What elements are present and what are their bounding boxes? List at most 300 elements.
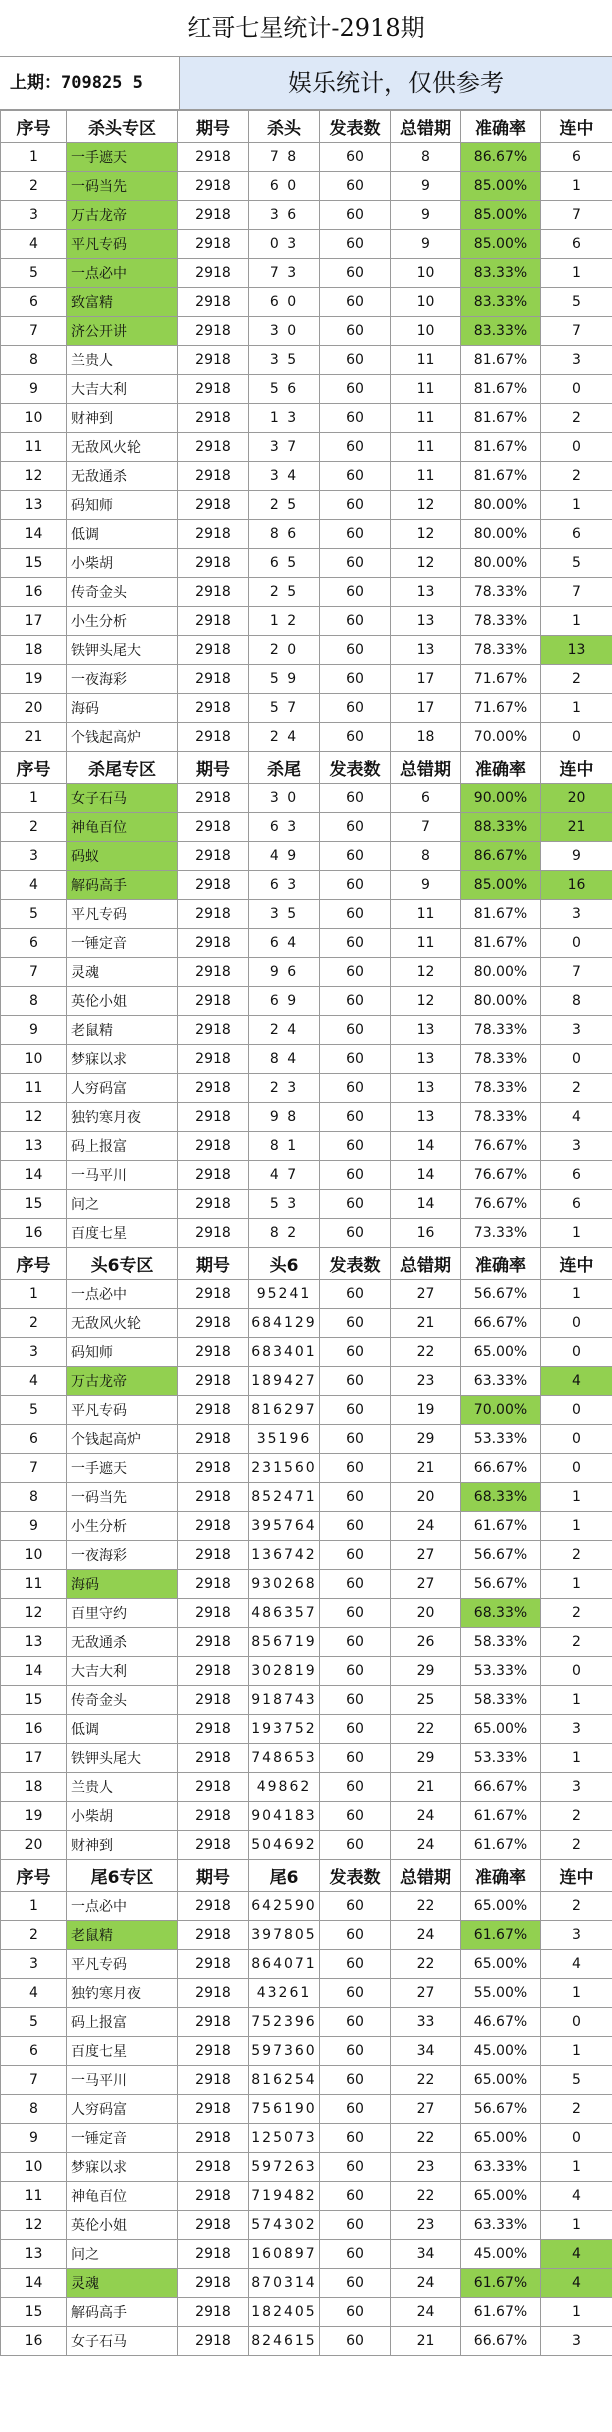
accuracy-rate: 65.00%: [461, 2182, 541, 2211]
prediction-value: 3 7: [249, 433, 320, 462]
post-count: 60: [320, 549, 391, 578]
table-row: [1, 1570, 612, 1599]
post-count: 60: [320, 1744, 391, 1773]
table-row: [1, 1161, 612, 1190]
predictor-name: 百度七星: [67, 1219, 178, 1248]
predictor-name: 万古龙帝: [67, 1367, 178, 1396]
prediction-value: 816297: [249, 1396, 320, 1425]
table-row: [1, 404, 612, 433]
predictor-name: 平凡专码: [67, 230, 178, 259]
row-number: 8: [1, 2095, 67, 2124]
prediction-value: 748653: [249, 1744, 320, 1773]
win-streak: 1: [541, 1512, 612, 1541]
row-number: 9: [1, 1512, 67, 1541]
post-count: 60: [320, 1190, 391, 1219]
predictor-name: 大吉大利: [67, 375, 178, 404]
post-count: 60: [320, 1950, 391, 1979]
table-row: [1, 143, 612, 172]
accuracy-rate: 61.67%: [461, 2298, 541, 2327]
error-count: 22: [391, 2066, 461, 2095]
error-count: 12: [391, 491, 461, 520]
accuracy-rate: 58.33%: [461, 1628, 541, 1657]
row-number: 7: [1, 1454, 67, 1483]
issue-number: 2918: [178, 1715, 249, 1744]
accuracy-rate: 85.00%: [461, 172, 541, 201]
post-count: 60: [320, 607, 391, 636]
table-row: [1, 665, 612, 694]
post-count: 60: [320, 2008, 391, 2037]
issue-number: 2918: [178, 1161, 249, 1190]
post-count: 60: [320, 1831, 391, 1860]
predictor-name: 小柴胡: [67, 549, 178, 578]
row-number: 11: [1, 433, 67, 462]
win-streak: 2: [541, 665, 612, 694]
error-count: 13: [391, 1016, 461, 1045]
win-streak: 0: [541, 433, 612, 462]
post-count: 60: [320, 1979, 391, 2008]
issue-number: 2918: [178, 2008, 249, 2037]
accuracy-rate: 68.33%: [461, 1483, 541, 1512]
error-count: 21: [391, 1454, 461, 1483]
error-count: 23: [391, 2211, 461, 2240]
error-count: 23: [391, 1367, 461, 1396]
post-count: 60: [320, 491, 391, 520]
predictor-name: 无敌通杀: [67, 462, 178, 491]
win-streak: 0: [541, 723, 612, 752]
column-header: 连中: [541, 752, 612, 784]
predictor-name: 码蚁: [67, 842, 178, 871]
accuracy-rate: 80.00%: [461, 987, 541, 1016]
prediction-value: 597360: [249, 2037, 320, 2066]
issue-number: 2918: [178, 1628, 249, 1657]
table-row: [1, 375, 612, 404]
accuracy-rate: 53.33%: [461, 1425, 541, 1454]
issue-number: 2918: [178, 694, 249, 723]
win-streak: 1: [541, 259, 612, 288]
issue-number: 2918: [178, 784, 249, 813]
column-header: 总错期: [391, 1248, 461, 1280]
table-row: [1, 2066, 612, 2095]
post-count: 60: [320, 2037, 391, 2066]
prediction-value: 486357: [249, 1599, 320, 1628]
predictor-name: 海码: [67, 1570, 178, 1599]
table-row: [1, 549, 612, 578]
issue-number: 2918: [178, 987, 249, 1016]
issue-number: 2918: [178, 636, 249, 665]
issue-number: 2918: [178, 143, 249, 172]
prediction-value: 95241: [249, 1280, 320, 1309]
error-count: 24: [391, 1512, 461, 1541]
post-count: 60: [320, 987, 391, 1016]
prediction-value: 193752: [249, 1715, 320, 1744]
error-count: 11: [391, 462, 461, 491]
post-count: 60: [320, 958, 391, 987]
prediction-value: 684129: [249, 1309, 320, 1338]
win-streak: 2: [541, 1541, 612, 1570]
table-row: [1, 2095, 612, 2124]
issue-number: 2918: [178, 346, 249, 375]
column-header: 准确率: [461, 111, 541, 143]
win-streak: 0: [541, 929, 612, 958]
issue-number: 2918: [178, 2066, 249, 2095]
row-number: 14: [1, 1657, 67, 1686]
prediction-value: 302819: [249, 1657, 320, 1686]
column-header: 头6: [249, 1248, 320, 1280]
row-number: 4: [1, 1367, 67, 1396]
win-streak: 1: [541, 1280, 612, 1309]
column-header: 连中: [541, 111, 612, 143]
row-number: 15: [1, 1686, 67, 1715]
win-streak: 7: [541, 578, 612, 607]
row-number: 19: [1, 665, 67, 694]
post-count: 60: [320, 1132, 391, 1161]
post-count: 60: [320, 2327, 391, 2356]
predictor-name: 一马平川: [67, 2066, 178, 2095]
win-streak: 2: [541, 1802, 612, 1831]
prediction-value: 7 8: [249, 143, 320, 172]
prediction-value: 231560: [249, 1454, 320, 1483]
issue-number: 2918: [178, 1979, 249, 2008]
error-count: 11: [391, 433, 461, 462]
row-number: 13: [1, 491, 67, 520]
predictor-name: 问之: [67, 1190, 178, 1219]
row-number: 19: [1, 1802, 67, 1831]
row-number: 2: [1, 172, 67, 201]
error-count: 26: [391, 1628, 461, 1657]
error-count: 9: [391, 230, 461, 259]
row-number: 13: [1, 1132, 67, 1161]
prediction-value: 2 4: [249, 723, 320, 752]
prediction-value: 8 1: [249, 1132, 320, 1161]
predictor-name: 灵魂: [67, 958, 178, 987]
predictor-name: 梦寐以求: [67, 2153, 178, 2182]
row-number: 14: [1, 1161, 67, 1190]
row-number: 10: [1, 404, 67, 433]
prediction-value: 397805: [249, 1921, 320, 1950]
predictor-name: 神龟百位: [67, 813, 178, 842]
error-count: 27: [391, 1570, 461, 1599]
column-header: 杀头专区: [67, 111, 178, 143]
error-count: 19: [391, 1396, 461, 1425]
table-row: [1, 1831, 612, 1860]
table-row: [1, 1802, 612, 1831]
table-row: [1, 1074, 612, 1103]
predictor-name: 兰贵人: [67, 1773, 178, 1802]
issue-number: 2918: [178, 520, 249, 549]
error-count: 14: [391, 1161, 461, 1190]
win-streak: 8: [541, 987, 612, 1016]
accuracy-rate: 68.33%: [461, 1599, 541, 1628]
issue-number: 2918: [178, 2240, 249, 2269]
post-count: 60: [320, 1045, 391, 1074]
accuracy-rate: 70.00%: [461, 1396, 541, 1425]
accuracy-rate: 65.00%: [461, 1715, 541, 1744]
post-count: 60: [320, 2269, 391, 2298]
error-count: 16: [391, 1219, 461, 1248]
accuracy-rate: 56.67%: [461, 2095, 541, 2124]
error-count: 20: [391, 1483, 461, 1512]
issue-number: 2918: [178, 2153, 249, 2182]
table-row: [1, 1045, 612, 1074]
error-count: 13: [391, 607, 461, 636]
post-count: 60: [320, 900, 391, 929]
post-count: 60: [320, 1715, 391, 1744]
issue-number: 2918: [178, 1309, 249, 1338]
issue-number: 2918: [178, 871, 249, 900]
post-count: 60: [320, 1921, 391, 1950]
win-streak: 1: [541, 1483, 612, 1512]
column-header: 发表数: [320, 1860, 391, 1892]
issue-number: 2918: [178, 900, 249, 929]
prediction-value: 6 0: [249, 172, 320, 201]
table-row: [1, 317, 612, 346]
table-row: [1, 1425, 612, 1454]
issue-number: 2918: [178, 1132, 249, 1161]
table-row: [1, 1309, 612, 1338]
error-count: 29: [391, 1425, 461, 1454]
row-number: 1: [1, 1892, 67, 1921]
accuracy-rate: 56.67%: [461, 1541, 541, 1570]
table-row: [1, 1280, 612, 1309]
issue-number: 2918: [178, 665, 249, 694]
post-count: 60: [320, 2211, 391, 2240]
row-number: 15: [1, 1190, 67, 1219]
accuracy-rate: 66.67%: [461, 2327, 541, 2356]
issue-number: 2918: [178, 1512, 249, 1541]
issue-number: 2918: [178, 230, 249, 259]
post-count: 60: [320, 813, 391, 842]
row-number: 4: [1, 1979, 67, 2008]
row-number: 2: [1, 1921, 67, 1950]
accuracy-rate: 88.33%: [461, 813, 541, 842]
error-count: 11: [391, 375, 461, 404]
table-row: [1, 462, 612, 491]
table-row: [1, 694, 612, 723]
predictor-name: 灵魂: [67, 2269, 178, 2298]
row-number: 10: [1, 1045, 67, 1074]
post-count: 60: [320, 2298, 391, 2327]
accuracy-rate: 78.33%: [461, 578, 541, 607]
row-number: 6: [1, 1425, 67, 1454]
error-count: 24: [391, 1921, 461, 1950]
accuracy-rate: 85.00%: [461, 871, 541, 900]
predictor-name: 小柴胡: [67, 1802, 178, 1831]
predictor-name: 铁钾头尾大: [67, 1744, 178, 1773]
prediction-value: 125073: [249, 2124, 320, 2153]
column-header: 序号: [1, 111, 67, 143]
accuracy-rate: 46.67%: [461, 2008, 541, 2037]
predictor-name: 济公开讲: [67, 317, 178, 346]
issue-number: 2918: [178, 1892, 249, 1921]
prediction-value: 856719: [249, 1628, 320, 1657]
error-count: 11: [391, 900, 461, 929]
error-count: 34: [391, 2240, 461, 2269]
table-row: [1, 1103, 612, 1132]
table-row: [1, 1686, 612, 1715]
table-row: [1, 813, 612, 842]
error-count: 33: [391, 2008, 461, 2037]
accuracy-rate: 81.67%: [461, 375, 541, 404]
error-count: 23: [391, 2153, 461, 2182]
win-streak: 2: [541, 2095, 612, 2124]
table-row: [1, 636, 612, 665]
accuracy-rate: 81.67%: [461, 462, 541, 491]
error-count: 22: [391, 1892, 461, 1921]
post-count: 60: [320, 1074, 391, 1103]
predictor-name: 码上报富: [67, 2008, 178, 2037]
post-count: 60: [320, 2066, 391, 2095]
table-row: [1, 2298, 612, 2327]
prediction-value: 6 4: [249, 929, 320, 958]
prediction-value: 9 8: [249, 1103, 320, 1132]
post-count: 60: [320, 723, 391, 752]
predictor-name: 财神到: [67, 404, 178, 433]
table-row: [1, 578, 612, 607]
prediction-value: 597263: [249, 2153, 320, 2182]
prediction-value: 3 4: [249, 462, 320, 491]
accuracy-rate: 45.00%: [461, 2240, 541, 2269]
predictor-name: 大吉大利: [67, 1657, 178, 1686]
win-streak: 1: [541, 2298, 612, 2327]
accuracy-rate: 45.00%: [461, 2037, 541, 2066]
win-streak: 3: [541, 1773, 612, 1802]
win-streak: 1: [541, 1219, 612, 1248]
accuracy-rate: 61.67%: [461, 1802, 541, 1831]
prediction-value: 864071: [249, 1950, 320, 1979]
post-count: 60: [320, 1541, 391, 1570]
row-number: 20: [1, 694, 67, 723]
predictor-name: 女子石马: [67, 2327, 178, 2356]
win-streak: 0: [541, 1045, 612, 1074]
accuracy-rate: 78.33%: [461, 1045, 541, 1074]
predictor-name: 小生分析: [67, 1512, 178, 1541]
prediction-value: 5 6: [249, 375, 320, 404]
accuracy-rate: 65.00%: [461, 1338, 541, 1367]
accuracy-rate: 78.33%: [461, 607, 541, 636]
error-count: 12: [391, 520, 461, 549]
issue-number: 2918: [178, 1103, 249, 1132]
win-streak: 2: [541, 1628, 612, 1657]
post-count: 60: [320, 1512, 391, 1541]
accuracy-rate: 61.67%: [461, 1512, 541, 1541]
table-row: [1, 172, 612, 201]
accuracy-rate: 86.67%: [461, 143, 541, 172]
table-row: [1, 1132, 612, 1161]
section-header-row: [1, 1860, 612, 1892]
table-row: [1, 958, 612, 987]
predictor-name: 一锤定音: [67, 929, 178, 958]
predictor-name: 问之: [67, 2240, 178, 2269]
issue-number: 2918: [178, 2182, 249, 2211]
prediction-value: 719482: [249, 2182, 320, 2211]
table-row: [1, 929, 612, 958]
error-count: 21: [391, 1773, 461, 1802]
row-number: 16: [1, 1715, 67, 1744]
predictor-name: 英伦小姐: [67, 987, 178, 1016]
win-streak: 3: [541, 1132, 612, 1161]
issue-number: 2918: [178, 259, 249, 288]
issue-number: 2918: [178, 1773, 249, 1802]
predictor-name: 老鼠精: [67, 1921, 178, 1950]
post-count: 60: [320, 1570, 391, 1599]
row-number: 9: [1, 2124, 67, 2153]
table-row: [1, 1454, 612, 1483]
column-header: 期号: [178, 1248, 249, 1280]
win-streak: 1: [541, 1570, 612, 1599]
win-streak: 0: [541, 1309, 612, 1338]
predictor-name: 小生分析: [67, 607, 178, 636]
error-count: 22: [391, 1715, 461, 1744]
post-count: 60: [320, 871, 391, 900]
accuracy-rate: 65.00%: [461, 1892, 541, 1921]
table-row: [1, 2124, 612, 2153]
win-streak: 3: [541, 1715, 612, 1744]
error-count: 9: [391, 172, 461, 201]
accuracy-rate: 65.00%: [461, 2066, 541, 2095]
prediction-value: 5 7: [249, 694, 320, 723]
column-header: 发表数: [320, 1248, 391, 1280]
issue-number: 2918: [178, 2095, 249, 2124]
stats-table: [0, 110, 612, 2356]
row-number: 17: [1, 1744, 67, 1773]
prediction-value: 2 5: [249, 578, 320, 607]
prediction-value: 395764: [249, 1512, 320, 1541]
row-number: 1: [1, 143, 67, 172]
win-streak: 0: [541, 1425, 612, 1454]
prediction-value: 6 9: [249, 987, 320, 1016]
win-streak: 2: [541, 1831, 612, 1860]
post-count: 60: [320, 1425, 391, 1454]
prediction-value: 683401: [249, 1338, 320, 1367]
accuracy-rate: 53.33%: [461, 1657, 541, 1686]
error-count: 27: [391, 1541, 461, 1570]
section-header-row: [1, 111, 612, 143]
error-count: 11: [391, 929, 461, 958]
predictor-name: 码知师: [67, 1338, 178, 1367]
issue-number: 2918: [178, 1045, 249, 1074]
row-number: 3: [1, 1338, 67, 1367]
post-count: 60: [320, 1280, 391, 1309]
post-count: 60: [320, 1161, 391, 1190]
post-count: 60: [320, 1396, 391, 1425]
prediction-value: 2 5: [249, 491, 320, 520]
win-streak: 2: [541, 462, 612, 491]
prediction-value: 4 7: [249, 1161, 320, 1190]
win-streak: 7: [541, 201, 612, 230]
row-number: 13: [1, 2240, 67, 2269]
row-number: 11: [1, 1074, 67, 1103]
section-header-row: [1, 1248, 612, 1280]
accuracy-rate: 66.67%: [461, 1309, 541, 1338]
column-header: 期号: [178, 752, 249, 784]
win-streak: 2: [541, 404, 612, 433]
issue-number: 2918: [178, 1483, 249, 1512]
issue-number: 2918: [178, 1686, 249, 1715]
accuracy-rate: 66.67%: [461, 1773, 541, 1802]
predictor-name: 传奇金头: [67, 578, 178, 607]
row-number: 6: [1, 288, 67, 317]
table-row: [1, 288, 612, 317]
post-count: 60: [320, 665, 391, 694]
row-number: 1: [1, 1280, 67, 1309]
post-count: 60: [320, 230, 391, 259]
win-streak: 6: [541, 143, 612, 172]
column-header: 发表数: [320, 111, 391, 143]
issue-number: 2918: [178, 2269, 249, 2298]
predictor-name: 低调: [67, 1715, 178, 1744]
table-row: [1, 1396, 612, 1425]
prediction-value: 4 9: [249, 842, 320, 871]
